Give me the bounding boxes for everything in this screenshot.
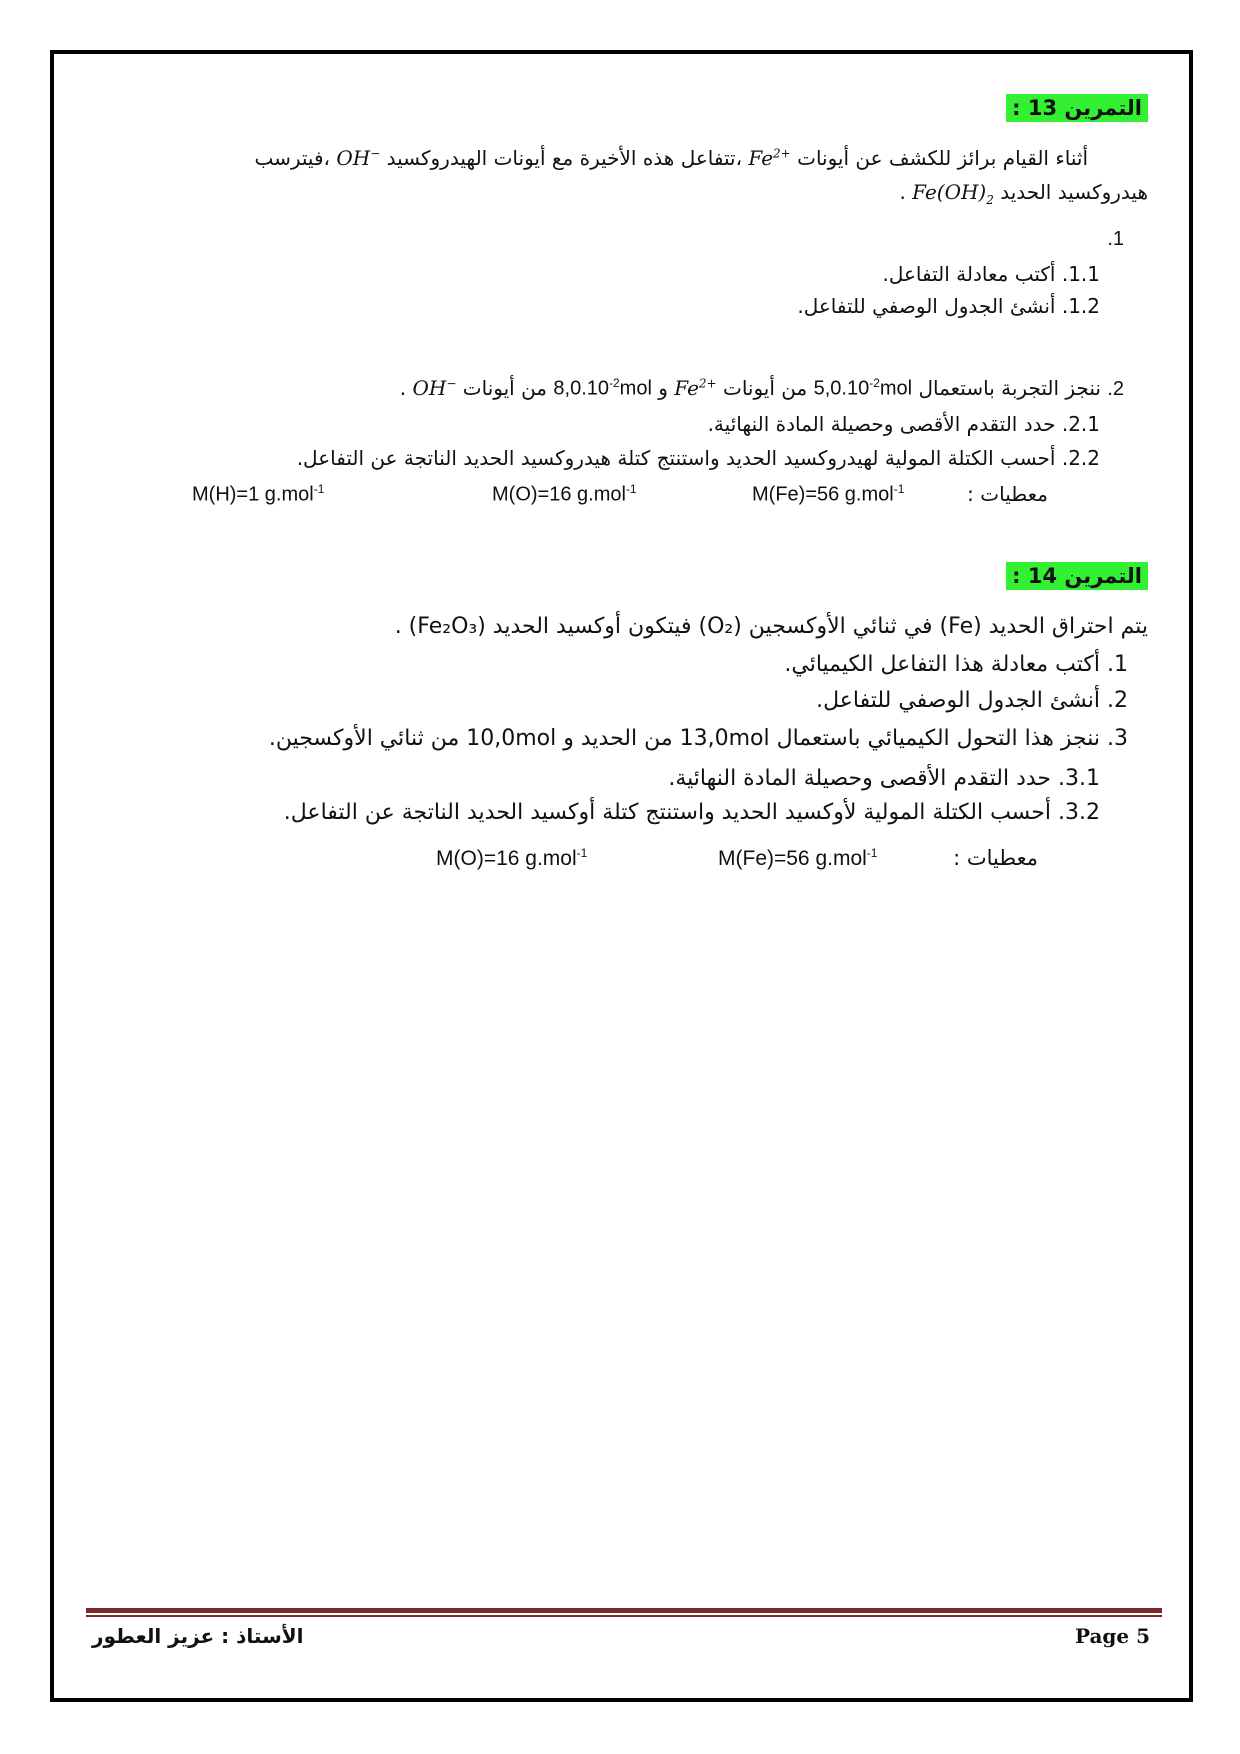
ex13-intro-a: أثناء القيام برائز للكشف عن أيونات [797, 146, 1088, 170]
ex13-intro-c: ،فيترسب [254, 146, 330, 170]
feoh2-formula: $Fe(OH)_2$ [912, 180, 994, 207]
ex13-q1-1: 1.1. أكتب معادلة التفاعل. [882, 262, 1100, 286]
fe2-formula-q2: $Fe^{2+}$ [674, 376, 717, 400]
amount-fe2: $5,0.10^{-2}mol$ [813, 376, 913, 400]
fe2-formula: $Fe^{2+}$ [748, 146, 791, 170]
ex13-q2-1: 2.1. حدد التقدم الأقصى وحصيلة المادة النهائية. [707, 412, 1100, 436]
ex14-q3-2: 3.2. أحسب الكتلة المولية لأوكسيد الحديد واستنتج كتلة أوكسيد الحديد الناتجة عن التفاعل. [283, 800, 1100, 825]
ex13-intro-line2: هيدروكسيد الحديد $Fe(OH)_2$ . [899, 180, 1148, 207]
ex13-q2: 2. ننجز التجربة باستعمال $5,0.10^{-2}mol$ من أيونات $Fe^{2+}$ و $8,0.10^{-2}mol$ من أيونات OH− . [399, 376, 1124, 400]
ex13-m-fe: M(Fe)=56 g.mol$^{-1}$ [752, 482, 905, 506]
ex13-data-label: معطيات : [967, 482, 1048, 506]
ex13-m-h: M(H)=1 g.mol$^{-1}$ [192, 482, 325, 506]
ex14-q3: 3. ننجز هذا التحول الكيميائي باستعمال 13,0mol من الحديد و 10,0mol من ثنائي الأوكسجين. [268, 726, 1128, 751]
ex14-data-label: معطيات : [953, 846, 1038, 870]
ex13-q2-2: 2.2. أحسب الكتلة المولية لهيدروكسيد الحديد واستنتج كتلة هيدروكسيد الحديد الناتجة عن التفاعل. [296, 446, 1100, 470]
oh-formula: OH− [336, 146, 381, 170]
footer-rule-thin [86, 1615, 1162, 1617]
footer-page-number: Page 5 [1074, 1624, 1150, 1648]
exercise-13-title: التمرين 13 : [1006, 94, 1148, 122]
ex14-q1: 1. أكتب معادلة هذا التفاعل الكيميائي. [784, 652, 1128, 677]
amount-oh: $8,0.10^{-2}mol$ [553, 376, 652, 400]
footer-rule [86, 1608, 1162, 1613]
ex13-intro-d: هيدروكسيد الحديد [1000, 180, 1148, 204]
ex13-intro-line1 [254, 146, 1088, 170]
ex13-intro-b: ،تتفاعل هذه الأخيرة مع أيونات الهيدروكسيد [386, 146, 743, 170]
ex13-m-o: M(O)=16 g.mol$^{-1}$ [492, 482, 637, 506]
oh-formula-q2: OH− [412, 376, 457, 400]
ex14-m-o: M(O)=16 g.mol$^{-1}$ [436, 846, 588, 870]
exercise-14-title: التمرين 14 : [1006, 562, 1148, 590]
ex13-q1-2: 1.2. أنشئ الجدول الوصفي للتفاعل. [797, 294, 1100, 318]
ex13-q1: 1. [1107, 228, 1124, 250]
ex14-m-fe: M(Fe)=56 g.mol$^{-1}$ [718, 846, 878, 870]
ex14-q2: 2. أنشئ الجدول الوصفي للتفاعل. [816, 688, 1128, 713]
footer-teacher: الأستاذ : عزيز العطور [92, 1624, 304, 1648]
ex14-q3-1: 3.1. حدد التقدم الأقصى وحصيلة المادة النهائية. [668, 766, 1100, 791]
ex14-intro: يتم احتراق الحديد (Fe) في ثنائي الأوكسجين (O₂) فيتكون أوكسيد الحديد (Fe₂O₃) . [394, 614, 1148, 639]
